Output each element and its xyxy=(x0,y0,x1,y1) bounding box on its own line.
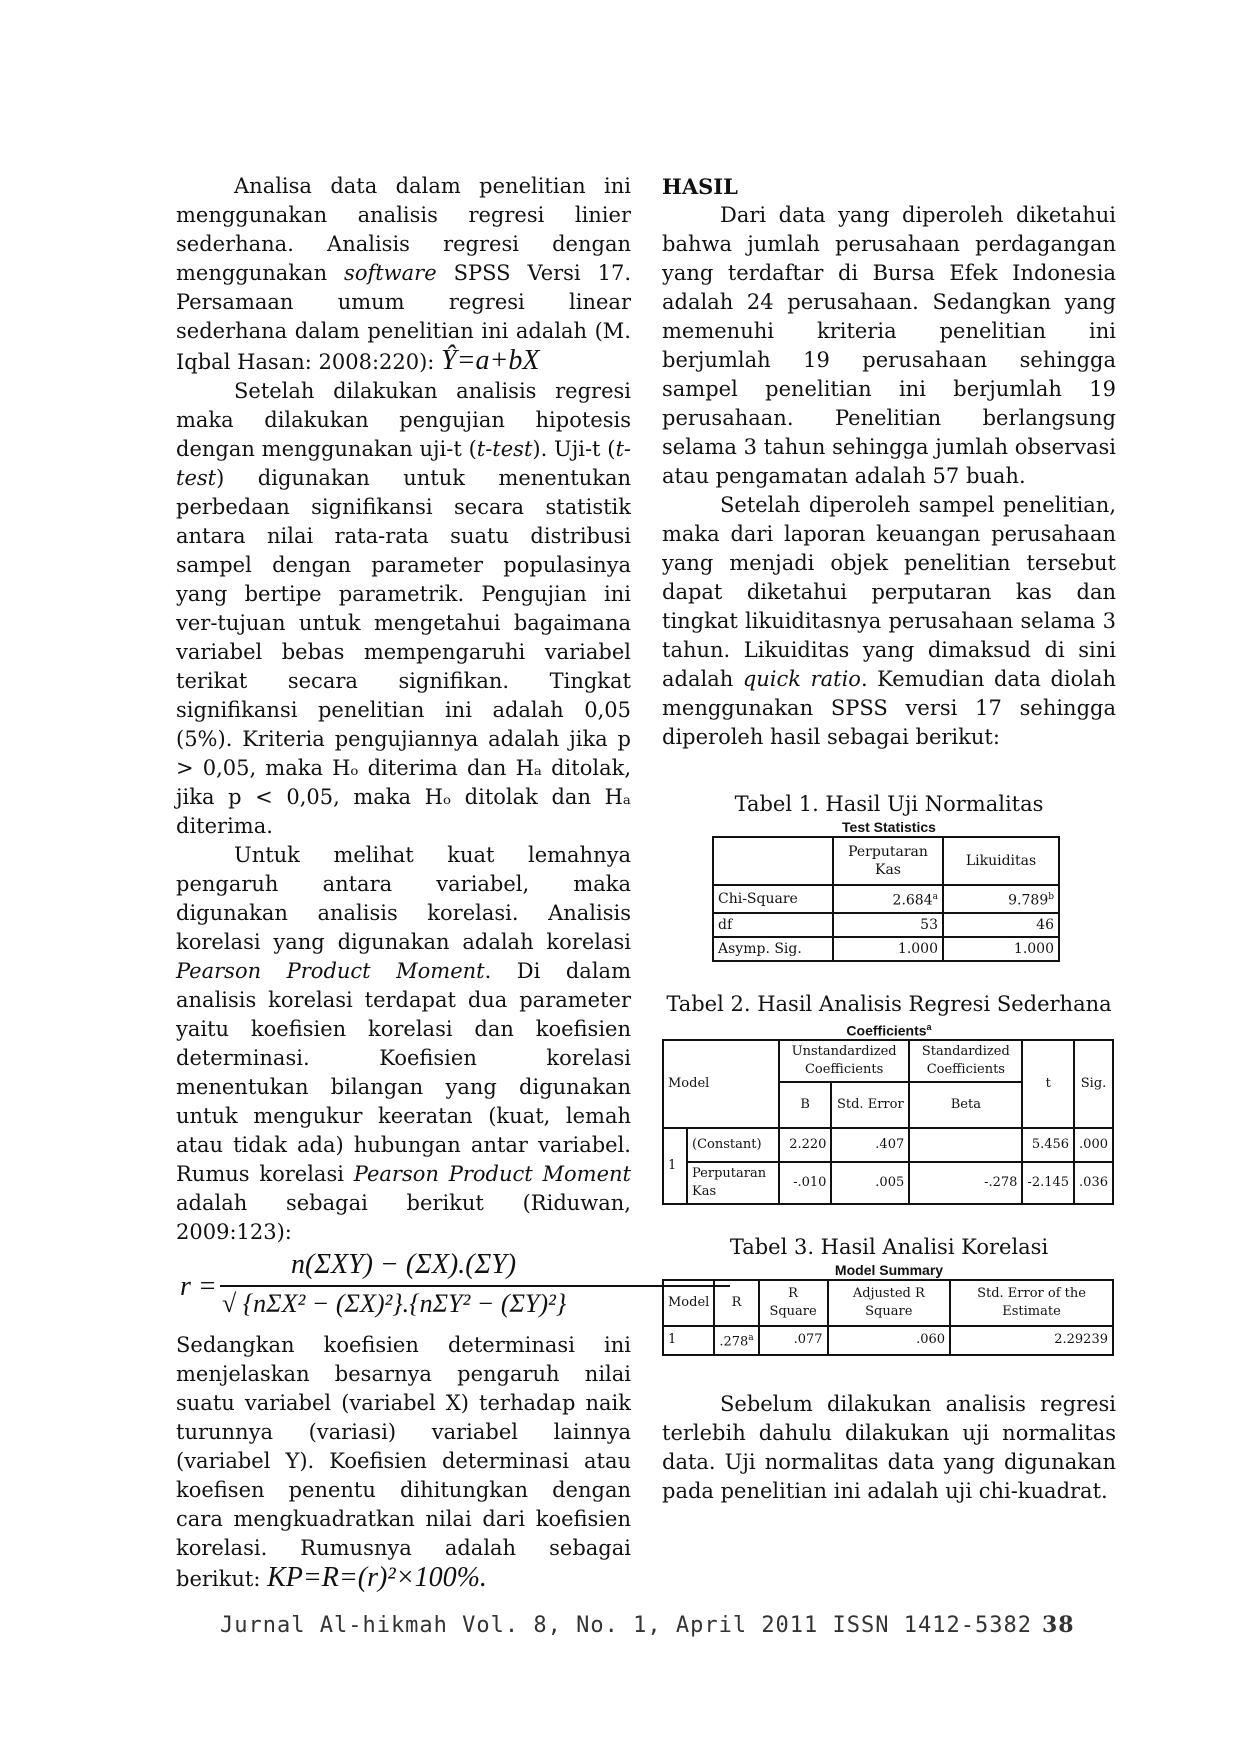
pearson-denominator: √ {nΣX² − (ΣX)²}.{nΣY² − (ΣY)²} xyxy=(222,1289,567,1318)
page-footer xyxy=(220,1612,1075,1638)
fraction-bar xyxy=(220,1285,730,1287)
paragraph-correlation: Untuk melihat kuat lemahnya pengaruh antara variabel, maka digunakan analisis korelasi. Analisis korelasi yang digunakan adalah korelasi Pearson Product Moment. Di dalam analisis korelasi terdapat dua parameter yaitu koefisien korelasi dan koefisien determinasi. Koefisien korelasi menentukan bilangan yang digunakan untuk mengukur keeratan (kuat, lemah atau tidak ada) hubungan antar variabel. Rumus korelasi Pearson Product Moment adalah sebagai berikut (Riduwan, 2009:123): xyxy=(176,843,631,1244)
table-row: B Std. Error Beta xyxy=(663,1082,1113,1128)
paragraph-analysis-method: Analisa data dalam penelitian ini menggunakan analisis regresi linier sederhana. Analisis regresi dengan menggunakan software SPSS Versi 17. Persamaan umum regresi linear sederhana dalam penelitian ini adalah (M. Iqbal Hasan: 2008:220): Ŷ=a+bX xyxy=(176,174,631,376)
section-heading: HASIL xyxy=(662,174,738,199)
table3-block xyxy=(662,1233,1116,1355)
regression-formula: Ŷ=a+bX xyxy=(441,345,540,376)
table1-block xyxy=(662,790,1116,962)
journal-info: Jurnal Al-hikmah Vol. 8, No. 1, April 2011 ISSN 1412-5382 xyxy=(220,1613,1032,1638)
table2 xyxy=(662,1039,1114,1205)
table2-title: Tabel 2. Hasil Analisis Regresi Sederhana xyxy=(666,991,1112,1016)
table1-col-perputaran: Perputaran Kas xyxy=(833,837,943,885)
page-number: 38 xyxy=(1041,1612,1075,1638)
table3-title: Tabel 3. Hasil Analisi Korelasi xyxy=(729,1235,1049,1260)
table2-block xyxy=(662,990,1116,1206)
pearson-numerator: n(ΣXY) − (ΣX).(ΣY) xyxy=(291,1249,517,1280)
table-row: 1 .278$^a$ .077 .060 2.29239 xyxy=(663,1326,1113,1354)
table3-subtitle: Model Summary xyxy=(834,1262,944,1279)
table3 xyxy=(662,1279,1114,1355)
table-row: Model R R Square Adjusted R Square Std. Error of the Estimate xyxy=(663,1280,1113,1326)
table-row: Chi-Square 2.684$^a$ 9.789$^b$ xyxy=(713,885,1059,913)
table-row: 1 (Constant) 2.220 .407 5.456 .000 xyxy=(663,1128,1113,1162)
table1 xyxy=(712,836,1060,962)
table-row: Perputaran Kas -.010 .005 -.278 -2.145 .036 xyxy=(663,1162,1113,1204)
pearson-formula xyxy=(176,1249,631,1331)
paragraph-sample: Setelah diperoleh sampel penelitian, maka dari laporan keuangan perusahaan yang menjadi objek penelitian tersebut dapat diketahui perputaran kas dan tingkat likuiditasnya perusahaan selama 3 tahun. Likuiditas yang dimaksud di sini adalah quick ratio. Kemudian data diolah menggunakan SPSS versi 17 sehingga diperoleh hasil sebagai berikut: xyxy=(662,493,1117,749)
paragraph-t-test: Setelah dilakukan analisis regresi maka dilakukan pengujian hipotesis dengan menggunakan uji-t (t-test). Uji-t (t-test) digunakan untuk menentukan perbedaan signifikansi secara statistik antara nilai rata-rata suatu distribusi sampel dengan parameter populasinya yang bertipe parametrik. Pengujian ini ver-tujuan untuk mengetahui bagaimana variabel bebas mempengaruhi variabel terikat secara signifikan. Tingkat signifikansi penelitian ini adalah 0,05 (5%). Kriteria pengujiannya adalah jika p > 0,05, maka Hₒ diterima dan Hₐ ditolak, jika p < 0,05, maka Hₒ ditolak dan Hₐ diterima. xyxy=(176,379,631,838)
left-column xyxy=(176,172,631,1594)
table-row: Model Unstandardized Coefficients Standardized Coefficients t Sig. xyxy=(663,1040,1113,1082)
pearson-r: r = xyxy=(180,1271,217,1302)
table1-title: Tabel 1. Hasil Uji Normalitas xyxy=(734,792,1044,816)
paragraph-normality: Sebelum dilakukan analisis regresi terlebih dahulu dilakukan uji normalitas data. Uji normalitas data yang digunakan pada penelitian ini adalah uji chi-kuadrat. xyxy=(662,1391,1116,1503)
table1-subtitle: Test Statistics xyxy=(842,819,936,835)
right-column xyxy=(662,172,1116,1506)
determination-formula: KP=R=(r)²×100%. xyxy=(267,1562,487,1593)
table2-subtitle: Coefficients$^a$ xyxy=(846,1021,932,1039)
paragraph-determination: Sedangkan koefisien determinasi ini menjelaskan besarnya pengaruh nilai suatu variabel (variabel X) terhadap naik turunnya (variasi) variabel lainnya (variabel Y). Koefisien determinasi atau koefisen penentu dihitungkan dengan cara mengkuadratkan nilai dari koefisien korelasi. Rumusnya adalah sebagai berikut: KP=R=(r)²×100%. xyxy=(176,1333,631,1593)
paragraph-results: Dari data yang diperoleh diketahui bahwa jumlah perusahaan perdagangan yang terdaftar di Bursa Efek Indonesia adalah 24 perusahaan. Sedangkan yang memenuhi kriteria penelitian ini berjumlah 19 perusahaan sehingga sampel penelitian ini berjumlah 19 perusahaan. Penelitian berlangsung selama 3 tahun sehingga jumlah observasi atau pengamatan adalah 57 buah. xyxy=(662,203,1116,488)
table-row: Asymp. Sig. 1.000 1.000 xyxy=(713,937,1059,961)
table1-col-likuiditas: Likuiditas xyxy=(943,837,1059,885)
table-row xyxy=(713,837,1059,885)
table-row: df 53 46 xyxy=(713,913,1059,937)
